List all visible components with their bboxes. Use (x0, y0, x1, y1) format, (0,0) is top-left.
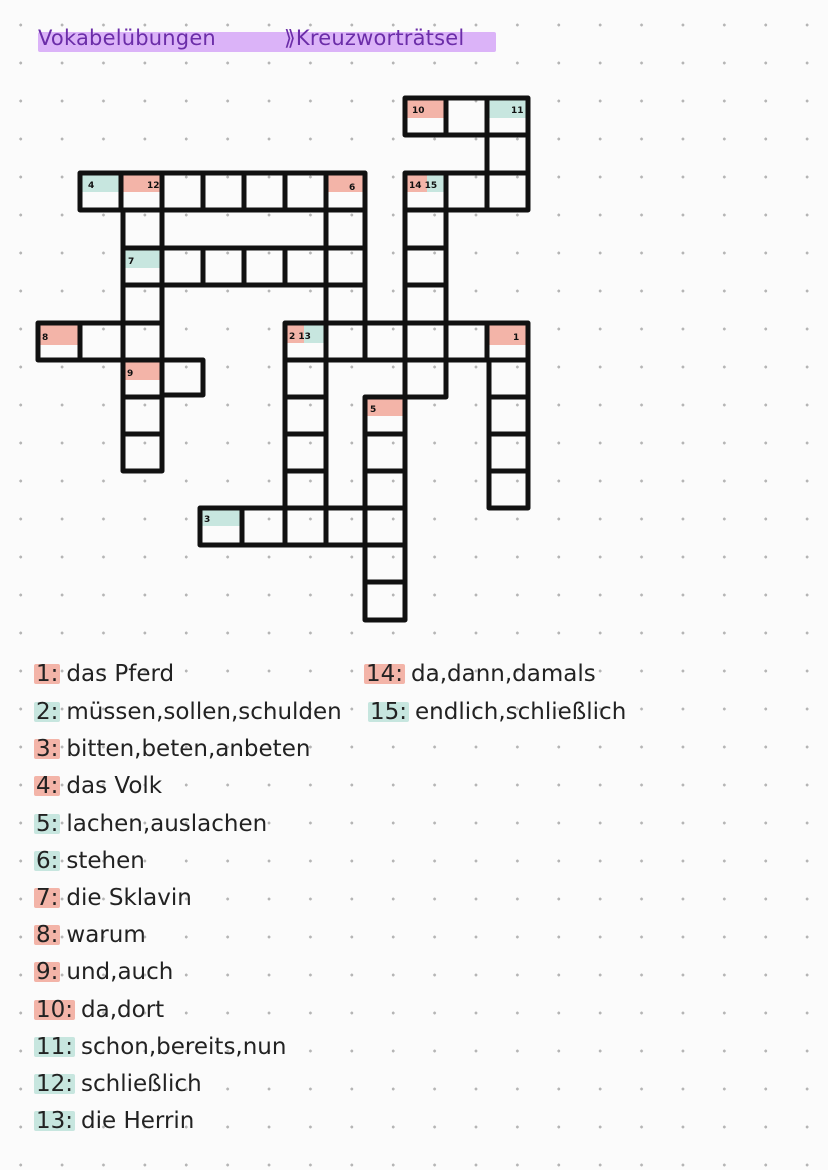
clue-number: 9: (34, 956, 60, 988)
clue-text: bitten,beten,anbeten (66, 736, 311, 762)
clue-number: 4: (34, 770, 60, 802)
clue-number: 3: (34, 733, 60, 765)
num-5: 5 (370, 405, 377, 415)
clue-number: 2: (34, 696, 60, 728)
clue-text: das Pferd (66, 661, 175, 687)
clue-6 (34, 845, 145, 877)
clue-number: 12: (34, 1068, 75, 1100)
num-7: 7 (128, 257, 135, 267)
clue-number: 14: (364, 658, 405, 690)
hl-4 (80, 174, 120, 192)
clue-text: stehen (66, 848, 145, 874)
clue-8 (34, 919, 146, 951)
clue-text: da,dann,damals (411, 661, 596, 687)
clue-number: 8: (34, 919, 60, 951)
num-14-15: 14 15 (409, 181, 438, 191)
clue-4 (34, 770, 162, 802)
title-vokabeluebungen: Vokabelübungen (38, 26, 216, 50)
num-6: 6 (349, 183, 356, 193)
clue-text: endlich,schließlich (415, 699, 627, 725)
clue-15 (368, 696, 626, 728)
num-9: 9 (127, 369, 134, 379)
clue-text: müssen,sollen,schulden (66, 699, 342, 725)
clue-2 (34, 696, 342, 728)
clue-13 (34, 1105, 194, 1137)
num-12: 12 (147, 181, 160, 191)
clue-9 (34, 956, 173, 988)
clue-number: 11: (34, 1031, 75, 1063)
clue-12 (34, 1068, 202, 1100)
num-4: 4 (88, 181, 95, 191)
clue-text: da,dort (81, 997, 165, 1023)
num-2-13: 2 13 (289, 332, 311, 342)
clue-text: das Volk (66, 773, 163, 799)
clue-number: 5: (34, 808, 60, 840)
clue-text: lachen,auslachen (66, 811, 268, 837)
clue-text: warum (66, 922, 146, 948)
clue-text: und,auch (66, 959, 174, 985)
num-10: 10 (412, 106, 425, 116)
num-11: 11 (511, 106, 524, 116)
clue-number: 7: (34, 882, 60, 914)
clue-text: die Herrin (81, 1108, 195, 1134)
clue-text: schon,bereits,nun (81, 1034, 287, 1060)
clue-number: 10: (34, 994, 75, 1026)
clue-text: schließlich (81, 1071, 202, 1097)
num-1: 1 (513, 333, 520, 343)
num-8: 8 (42, 333, 49, 343)
title-kreuzwortraetsel: ⟫Kreuzworträtsel (284, 26, 465, 50)
hl-10 (405, 98, 445, 118)
clue-text: die Sklavin (66, 885, 192, 911)
num-3: 3 (204, 515, 211, 525)
clue-number: 6: (34, 845, 60, 877)
clue-7 (34, 882, 192, 914)
hl-1 (489, 325, 529, 345)
clue-10 (34, 994, 164, 1026)
clue-1 (34, 658, 174, 690)
clue-11 (34, 1031, 286, 1063)
clue-3 (34, 733, 310, 765)
clue-number: 13: (34, 1105, 75, 1137)
hl-6 (324, 174, 364, 192)
clue-14 (364, 658, 596, 690)
clue-5 (34, 808, 267, 840)
clue-number: 15: (368, 696, 409, 728)
clue-number: 1: (34, 658, 60, 690)
